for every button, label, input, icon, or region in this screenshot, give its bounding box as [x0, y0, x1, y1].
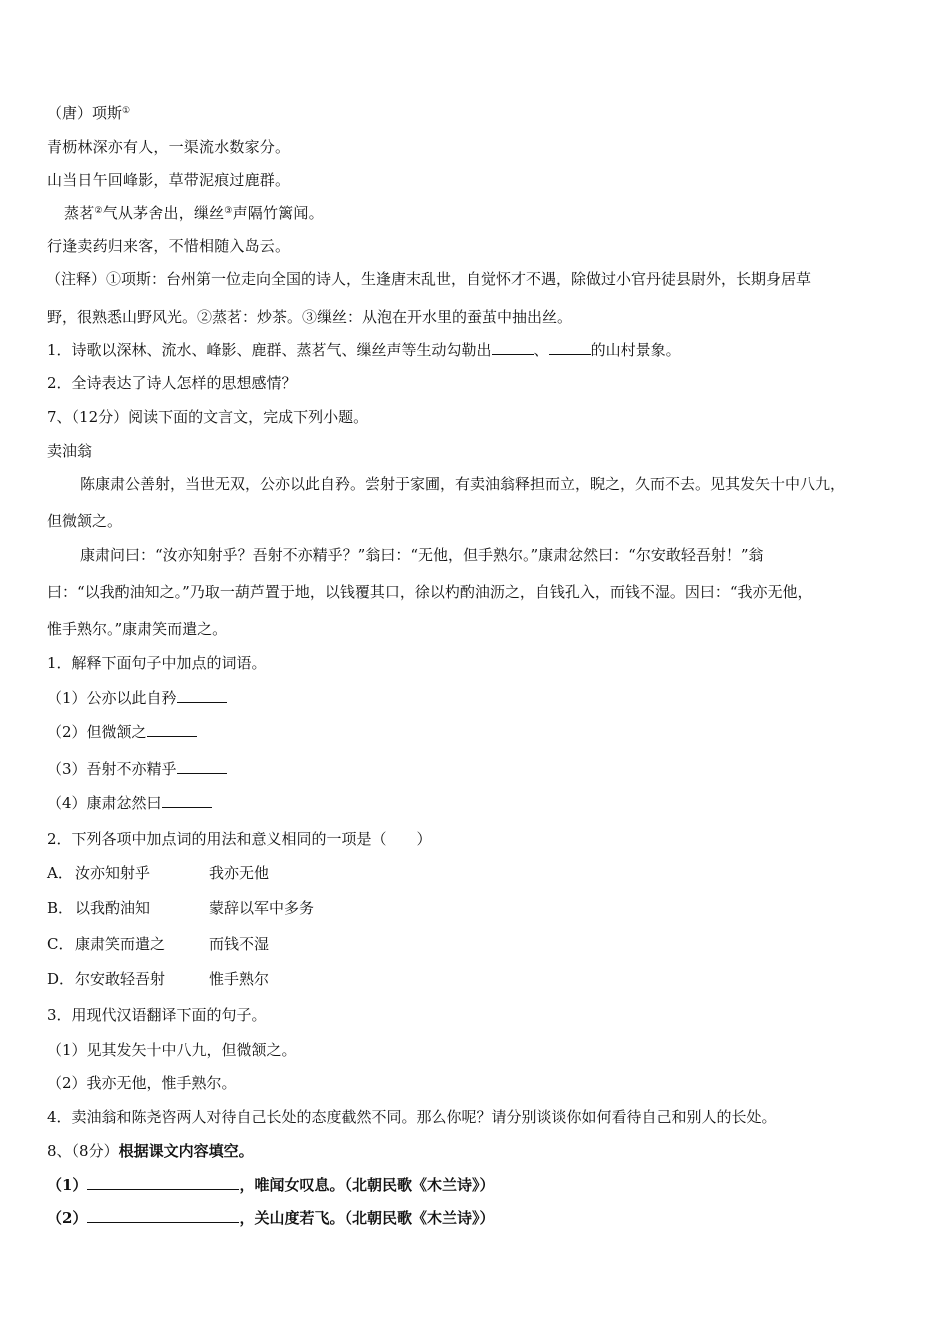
answer-blank[interactable]	[147, 722, 197, 737]
poem-note-line-1: （注释）①项斯：台州第一位走向全国的诗人，生逢唐末乱世，自觉怀才不遇，除做过小官丹徒县尉外，长期身居草	[46, 270, 812, 288]
option-d[interactable]: D．尔安敢轻吾射 惟手熟尔	[47, 970, 270, 988]
passage-p2-line-3: 惟手熟尔。”康肃笑而遣之。	[47, 620, 228, 638]
answer-blank[interactable]	[87, 1208, 239, 1223]
answer-blank[interactable]	[177, 759, 227, 774]
passage-title: 卖油翁	[47, 442, 93, 460]
poem-line-1: 青枥林深亦有人，一渠流水数家分。	[47, 138, 291, 156]
poem-line-2: 山当日午回峰影，草带泥痕过鹿群。	[47, 171, 291, 189]
question-1-item-2: （2）但微颔之	[47, 722, 197, 742]
poem-line-4: 行逢卖药归来客，不惜相随入岛云。	[47, 237, 291, 255]
passage-p2-line-2: 曰：“以我酌油知之。”乃取一葫芦置于地，以钱覆其口，徐以杓酌油沥之，自钱孔入，而钱不湿。因曰：“我亦无他，	[47, 583, 813, 601]
question-1: 1．解释下面句子中加点的词语。	[47, 654, 267, 672]
passage-p1-line-1: 陈康肃公善射，当世无双，公亦以此自矜。尝射于家圃，有卖油翁释担而立，睨之，久而不去。见其发矢十中八九，	[80, 475, 846, 493]
question-4: 4．卖油翁和陈尧咨两人对待自己长处的态度截然不同。那么你呢？请分别谈谈你如何看待自己和别人的长处。	[47, 1108, 777, 1126]
passage-p1-line-2: 但微颔之。	[47, 512, 123, 530]
poem-author: （唐）项斯①	[47, 104, 131, 122]
option-a[interactable]: A． 汝亦知射乎 我亦无他	[47, 864, 270, 882]
fill-item-1: （1） ，唯闻女叹息。（北朝民歌《木兰诗》）	[47, 1176, 495, 1194]
question-1-item-1: （1）公亦以此自矜	[47, 688, 227, 708]
poem-line-3: 蒸茗②气从茅舍出，缫丝③声隔竹篱闻。	[64, 204, 324, 222]
option-b[interactable]: B． 以我酌油知 蒙辞以军中多务	[47, 899, 315, 917]
answer-blank[interactable]	[549, 340, 591, 355]
poem-question-2: 2．全诗表达了诗人怎样的思想感情？	[47, 374, 297, 392]
poem-question-1: 1．诗歌以深林、流水、峰影、鹿群、蒸茗气、缫丝声等生动勾勒出 、 的山村景象。	[47, 341, 681, 359]
answer-blank[interactable]	[87, 1175, 239, 1190]
poem-note-line-2: 野，很熟悉山野风光。②蒸茗：炒茶。③缫丝：从泡在开水里的蚕茧中抽出丝。	[47, 308, 573, 326]
question-3-item-2: （2）我亦无他，惟手熟尔。	[47, 1074, 237, 1092]
question-1-item-3: （3）吾射不亦精乎	[47, 759, 227, 779]
answer-blank[interactable]	[492, 340, 534, 355]
section-8-heading: 8、（8分）根据课文内容填空。	[47, 1142, 254, 1160]
question-3-item-1: （1）见其发矢十中八九，但微颔之。	[47, 1041, 297, 1059]
fill-item-2: （2） ，关山度若飞。（北朝民歌《木兰诗》）	[47, 1209, 495, 1227]
passage-p2-line-1: 康肃问曰：“汝亦知射乎？吾射不亦精乎？”翁曰：“无他，但手熟尔。”康肃忿然曰：“尔安敢轻吾射！”翁	[80, 546, 764, 564]
option-c[interactable]: C． 康肃笑而遣之 而钱不湿	[47, 935, 270, 953]
answer-blank[interactable]	[162, 793, 212, 808]
question-2: 2．下列各项中加点词的用法和意义相同的一项是（ ）	[47, 830, 432, 848]
section-7-heading: 7、（12分）阅读下面的文言文，完成下列小题。	[47, 408, 369, 426]
answer-blank[interactable]	[177, 688, 227, 703]
question-3: 3．用现代汉语翻译下面的句子。	[47, 1006, 267, 1024]
question-1-item-4: （4）康肃忿然曰	[47, 793, 212, 813]
